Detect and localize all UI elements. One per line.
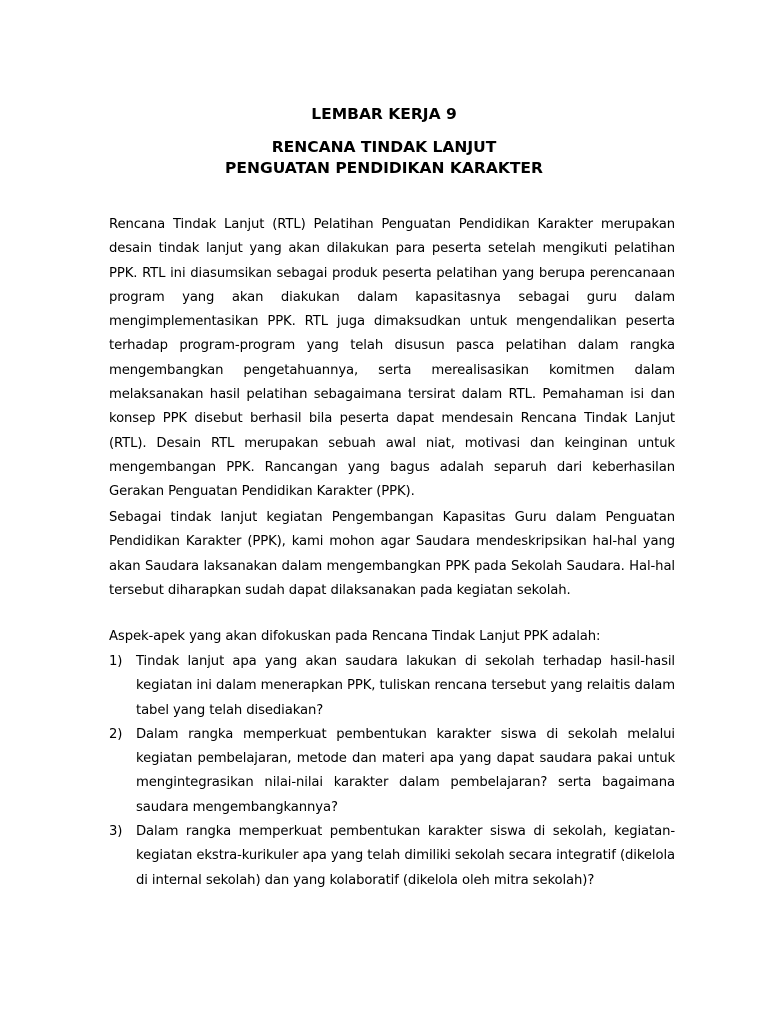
- list-item-number: 2): [109, 726, 123, 742]
- instruction-paragraph: Sebagai tindak lanjut kegiatan Pengembangan Kapasitas Guru dalam Penguatan Pendidikan Karakter (PPK), kami mohon agar Saudara mendeskripsikan hal-hal yang akan Saudara laksanakan dalam mengembangkan PPK pada Sekolah Saudara. Hal-hal tersebut diharapkan sudah dapat dilaksanakan pada kegiatan sekolah.: [109, 510, 675, 598]
- list-item-text: Tindak lanjut apa yang akan saudara lakukan di sekolah terhadap hasil-hasil kegiatan ini dalam menerapkan PPK, tuliskan rencana tersebut yang relaitis dalam tabel yang telah disediakan?: [136, 654, 675, 718]
- list-item-text: Dalam rangka memperkuat pembentukan karakter siswa di sekolah melalui kegiatan pembelajaran, metode dan materi apa yang dapat saudara pakai untuk mengintegrasikan nilai-nilai karakter dalam pembelajaran? serta bagaimana saudara mengembangkannya?: [136, 726, 675, 815]
- aspects-intro: Aspek-apek yang akan difokuskan pada Rencana Tindak Lanjut PPK adalah:: [109, 629, 601, 644]
- list-item-number: 1): [109, 654, 123, 669]
- intro-paragraph: Rencana Tindak Lanjut (RTL) Pelatihan Penguatan Pendidikan Karakter merupakan desain tindak lanjut yang akan dilakukan para peserta setelah mengikuti pelatihan PPK. RTL ini diasumsikan sebagai produk peserta pelatihan yang berupa perencanaan program yang akan diakukan dalam kapasitasnya sebagai guru dalam mengimplementasikan PPK. RTL juga dimaksudkan untuk mengendalikan peserta terhadap program-program yang telah disusun pasca pelatihan dalam rangka mengembangkan pengetahuannya, serta merealisasikan komitmen dalam melaksanakan hasil pelatihan sebagaimana tersirat dalam RTL. Pemahaman isi dan konsep PPK disebut berhasil bila peserta dapat mendesain Rencana Tindak Lanjut (RTL). Desain RTL merupakan sebuah awal niat, motivasi dan keinginan untuk mengembangan PPK. Rancangan yang bagus adalah separuh dari keberhasilan Gerakan Penguatan Pendidikan Karakter (PPK).: [109, 217, 675, 500]
- list-item: [109, 820, 675, 893]
- list-item: [109, 723, 675, 820]
- document-heading-line1: RENCANA TINDAK LANJUT: [271, 138, 497, 156]
- list-item: [109, 650, 675, 723]
- document-heading-line2: PENGUATAN PENDIDIKAN KARAKTER: [225, 159, 543, 177]
- list-item-text: Dalam rangka memperkuat pembentukan karakter siswa di sekolah, kegiatan-kegiatan ekstra-kurikuler apa yang telah dimiliki sekolah secara integratif (dikelola di internal sekolah) dan yang kolaboratif (dikelola oleh mitra sekolah)?: [136, 824, 675, 888]
- list-item-number: 3): [109, 824, 123, 840]
- aspects-list: [109, 650, 675, 893]
- worksheet-title: LEMBAR KERJA 9: [311, 105, 457, 123]
